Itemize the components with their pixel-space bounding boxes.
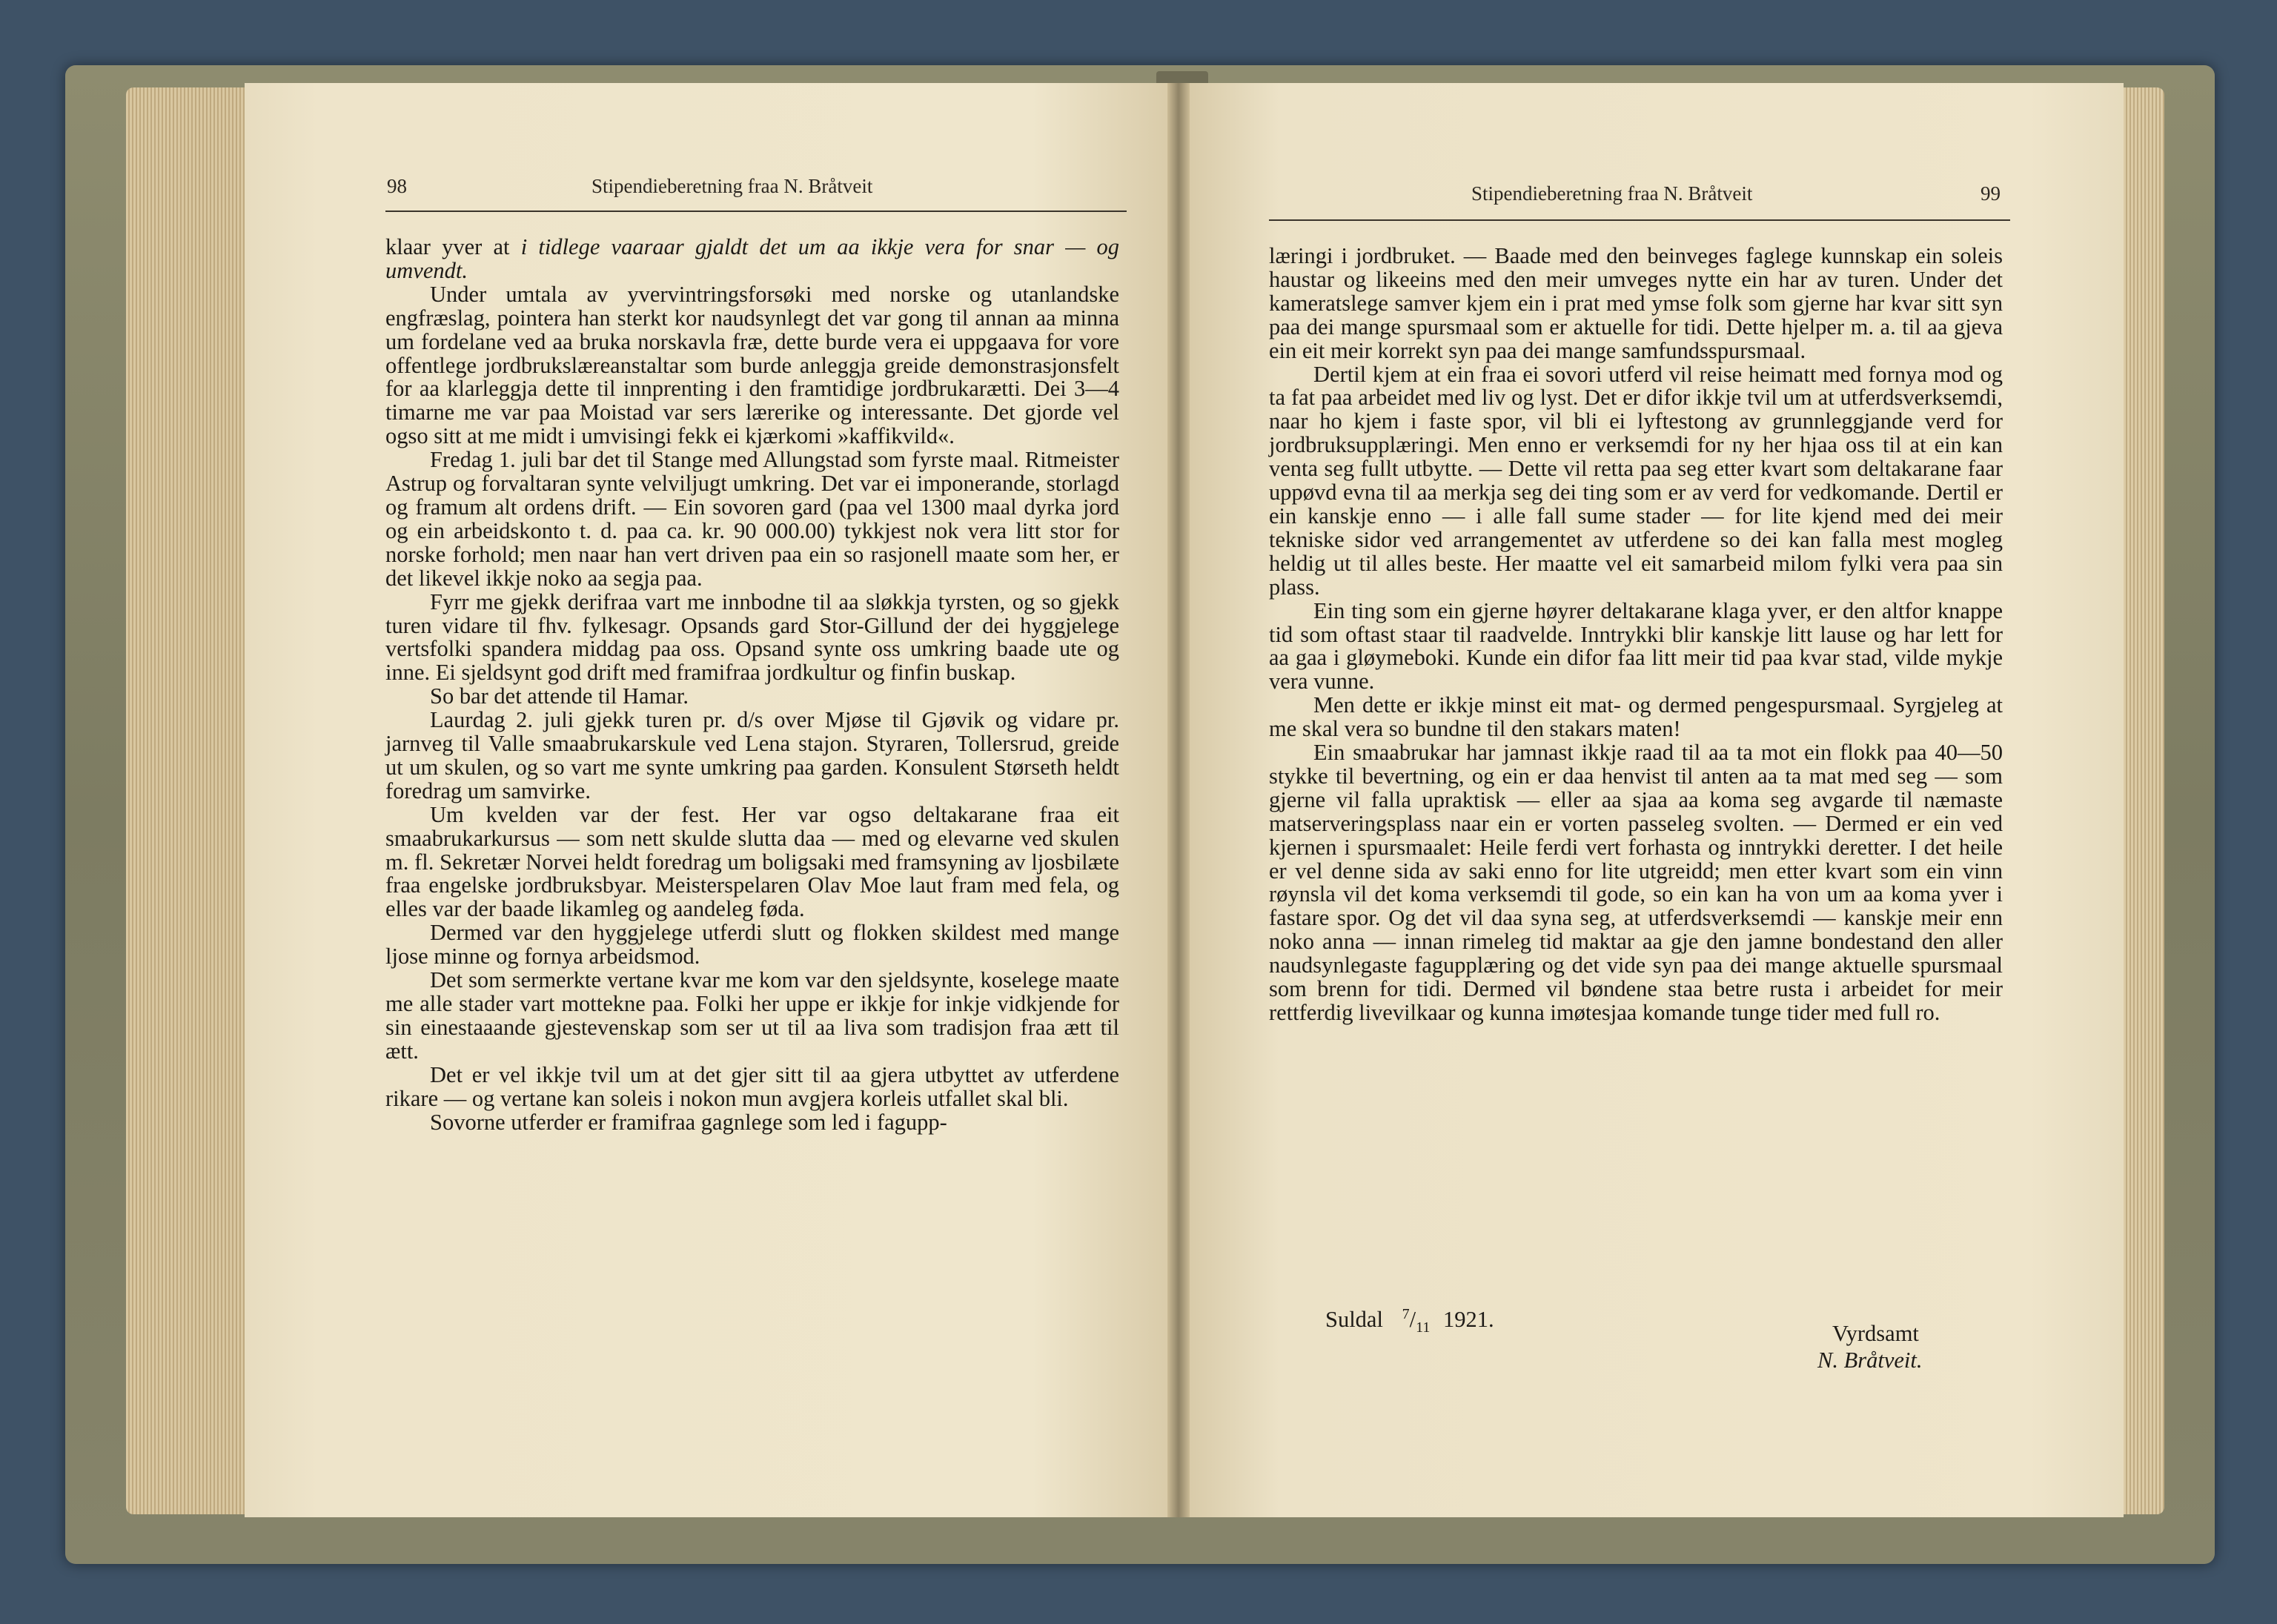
paragraph [385,1111,1119,1135]
paragraph-text: Sovorne utferder er framifraa gagnlege som led i fagupp- [430,1109,947,1135]
paragraph-text: Fredag 1. juli bar det til Stange med Allungstad som fyrste maal. Ritmeister Astrup og forvaltaran synte velviljugt umkring. Det var ei imponerande, storlagd og framum alt ordens drift. — Ein sovoren gard (paa vel 1300 maal dyrka jord og ein arbeidskonto t. d. paa ca. kr. 90 000.00) tykkjest nok vera litt stor for norske forhold; men naar han vert driven paa ein so rasjonell maate som her, er det likevel ikkje noko aa segja paa. [385,447,1119,591]
paragraph [385,591,1119,686]
paragraph-text: Det er vel ikkje tvil um at det gjer sitt til aa gjera utbyttet av utferdene rikare — og vertane kan soleis i nokon mun avgjera korleis utfallet skal bli. [385,1061,1119,1111]
paragraph-text: klaar yver at [385,234,521,259]
paragraph [385,1061,1119,1111]
paragraph [385,921,1119,969]
paragraph-text: Men dette er ikkje minst eit mat- og dermed pengespursmaal. Syrgjeleg at me skal vera so bundne til den stakars maten! [1269,692,2003,742]
paragraph [385,685,1119,709]
paragraph-text: Fyrr me gjekk derifraa vart me innbodne til aa sløkkja tyrsten, og so gjekk turen vidare til fhv. fylkesagr. Opsands gard Stor-Gillund der dei hyggjelege vertsfolki spandera middag paa oss. Opsand synte oss umkring baade ute og inne. Ei sjeldsynt god drift med framifraa jordkultur og finfin buskap. [385,589,1119,686]
place-date-line [1325,1306,1494,1336]
closing-salutation: Vyrdsamt [1832,1321,1919,1346]
date-year: 1921. [1442,1307,1494,1333]
paragraph-text: læringi i jordbruket. — Baade med den beinveges faglege kunnskap ein soleis haustar og likeeins med den meir umveges nytte ein har av turen. Under det kameratslege samver kjem ein i prat med ymse folk som gjerne har kvar sitt syn paa dei mange spursmaal som er aktuelle for tidi. Dette hjelper m. a. til aa gjeva ein eit meir korrekt syn paa dei mange samfundsspursmaal. [1269,243,2003,363]
paragraph [385,236,1119,283]
right-page-body [1269,245,2003,1025]
place-name: Suldal [1325,1307,1383,1333]
date-denominator: 11 [1416,1319,1431,1336]
date-fraction: $^7/_{11}$ [1402,1306,1431,1336]
right-page-running-title: Stipendieberetning fraa N. Bråtveit [1471,182,1753,205]
paragraph [1269,245,2003,363]
paragraph-text: Dermed var den hyggjelege utferdi slutt og flokken skildest med mange ljose minne og fornya arbeidsmod. [385,920,1119,970]
paragraph [1269,741,2003,1025]
paragraph [385,283,1119,448]
paragraph-text: Ein ting som ein gjerne høyrer deltakarane klaga yver, er den altfor knappe tid som oftast staar til raadvelde. Inntrykki blir kanskje litt lause og har lett for aa gaa i gløymeboki. Kunde ein difor faa litt meir tid paa kvar stad, vilde mykje vera vunne. [1269,597,2003,695]
paragraph [385,803,1119,922]
right-header-rule [1269,219,2010,221]
paragraph [1269,694,2003,741]
date-numerator: 7 [1402,1306,1410,1322]
paragraph [385,969,1119,1064]
paragraph-text: Laurdag 2. juli gjekk turen pr. d/s over Mjøse til Gjøvik og vidare pr. jarnveg til Valle smaabrukarskule ved Lena stajon. Styraren, Tollersrud, greide ut um skulen, og so vart me synte umkring paa garden. Konsulent Størseth heldt foredrag um samvirke. [385,707,1119,803]
left-header-rule [385,211,1127,212]
book-gutter [1167,83,1190,1517]
paragraph [385,448,1119,590]
right-page-edges [2120,87,2164,1514]
right-page-number: 99 [1981,182,2001,205]
paragraph-text: i tidlege vaaraar gjaldt det um aa ikkje vera for snar — og umvendt. [385,234,1119,283]
paragraph [1269,597,2003,695]
paragraph-text: Under umtala av yvervintringsforsøki med norske og utanlandske engfræslag, pointera han sterkt kor naudsynlegt det var gong til annan aa minna um fordelane ved aa bruka norskavla fræ, dette burde vera ei uppgaava for vore offentlege jordbrukslæreanstaltar som burde anleggja greide demonstrasjonsfelt for aa klarleggja dette til innprenting i den framtidige jordbrukarætti. Dei 3—4 timarne me var paa Moistad var sers lærerike og interessante. Det gjorde vel ogso sitt at me midt i umvisingi fekk ei kjærkomi »kaffikvild«. [385,281,1119,449]
paragraph-text: Dertil kjem at ein fraa ei sovori utferd vil reise heimatt med fornya mod og ta fat paa arbeidet med liv og lyst. Det er difor ikkje tvil um at utferdsverksemdi, naar ho kjem i faste spor, vil bli ei lyftestong av grunnleggjande verd for jordbruksupplæringi. Men enno er verksemdi for ny her hjaa oss til at ein kan venta seg fullt utbytte. — Dette vil retta paa seg etter kvart som deltakarane faar uppøvd evna til aa merkja seg dei ting som er av verd for vedkomande. Dertil er ein kanskje enno — i alle fall sume stader — for lite kjend med dei meir tekniske sidor ved arrangementet av utferdene so dei kan falla mest mogleg heldig ut til alles beste. Her maatte vel eit samarbeid milom fylki vera paa sin plass. [1269,361,2003,600]
left-page-running-title: Stipendieberetning fraa N. Bråtveit [591,175,873,197]
left-page-number: 98 [387,175,407,197]
paragraph-text: Ein smaabrukar har jamnast ikkje raad til aa ta mot ein flokk paa 40—50 stykke til bevertning, og ein er daa henvist til anten aa ta mat med seg — som gjerne vil falla upraktisk — eller aa sjaa aa koma seg avgarde til næmaste matserveringsplass naar ein er vorten passeleg svolten. — Dermed er ein ved kjernen i spursmaalet: Heile ferdi vert forhasta og inntrykki deretter. I det heile er vel denne sida av saki enno for lite utgreidd; men etter kvart som ein vinn røynsla vil det koma verksemdi til gode, so ein kan ha von um aa koma yver i fastare spor. Og det vil daa syna seg, at utferdsverksemdi — kanskje meir enn noko anna — innan rimeleg tid maktar aa gje den jamne bondestand den aller naudsynlegaste fagupplæring og det vide syn paa dei mange aktuelle spursmaal som brenn for tidi. Dermed vil bøndene staa betre rusta i arbeidet for meir rettferdig livevilkaar og kunna imøtesjaa komande tunge tider med full ro. [1269,740,2003,1025]
paragraph [1269,363,2003,600]
paragraph [385,709,1119,803]
signature-name: N. Bråtveit. [1817,1348,1923,1373]
paragraph-text: So bar det attende til Hamar. [430,683,689,709]
left-page-edges [126,87,252,1514]
left-page-body [385,236,1119,1134]
paragraph-text: Um kvelden var der fest. Her var ogso deltakarane fraa eit smaabrukarkursus — som nett skulde slutta daa — med og elevarne ved skulen m. fl. Sekretær Norvei heldt foredrag um boligsaki med framsyning av ljosbilæte fraa engelske jordbruksbyar. Meisterspelaren Olav Moe laut fram med fela, og elles var der baade likamleg og aandeleg føda. [385,801,1119,922]
paragraph-text: Det som sermerkte vertane kvar me kom var den sjeldsynte, koselege maate me alle stader vart mottekne paa. Folki her uppe er ikkje for inkje vidkjende for sin einestaaande gjestevenskap som ser ut til aa liva som tradisjon fraa ætt til ætt. [385,967,1119,1064]
